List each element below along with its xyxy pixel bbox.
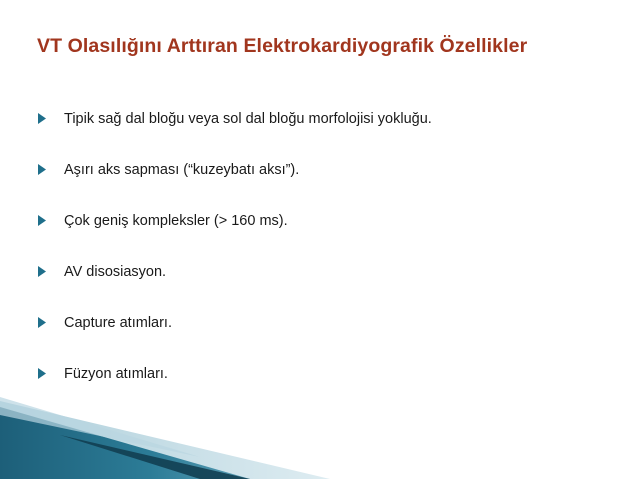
- triangle-right-icon: [38, 211, 64, 226]
- bullet-item: [38, 211, 432, 262]
- bullet-text: AV disosiasyon.: [64, 264, 167, 280]
- triangle-right-icon: [38, 160, 64, 175]
- bullet-list: [38, 109, 432, 415]
- bullet-item: [38, 313, 432, 364]
- slide-title: VT Olasılığını Arttıran Elektrokardiyografik Özellikler: [37, 35, 528, 57]
- triangle-right-icon: [38, 364, 64, 379]
- bullet-text: Çok geniş kompleksler (> 160 ms).: [64, 213, 288, 229]
- bullet-text: Tipik sağ dal bloğu veya sol dal bloğu morfolojisi yokluğu.: [64, 111, 432, 127]
- triangle-right-icon: [38, 262, 64, 277]
- bullet-item: [38, 109, 432, 160]
- bullet-item: [38, 160, 432, 211]
- triangle-right-icon: [38, 313, 64, 328]
- bullet-item: [38, 262, 432, 313]
- bullet-text: Aşırı aks sapması (“kuzeybatı aksı”).: [64, 162, 300, 178]
- corner-wave-decoration: [0, 395, 638, 479]
- triangle-right-icon: [38, 109, 64, 124]
- bullet-text: Füzyon atımları.: [64, 366, 168, 382]
- bullet-text: Capture atımları.: [64, 315, 172, 331]
